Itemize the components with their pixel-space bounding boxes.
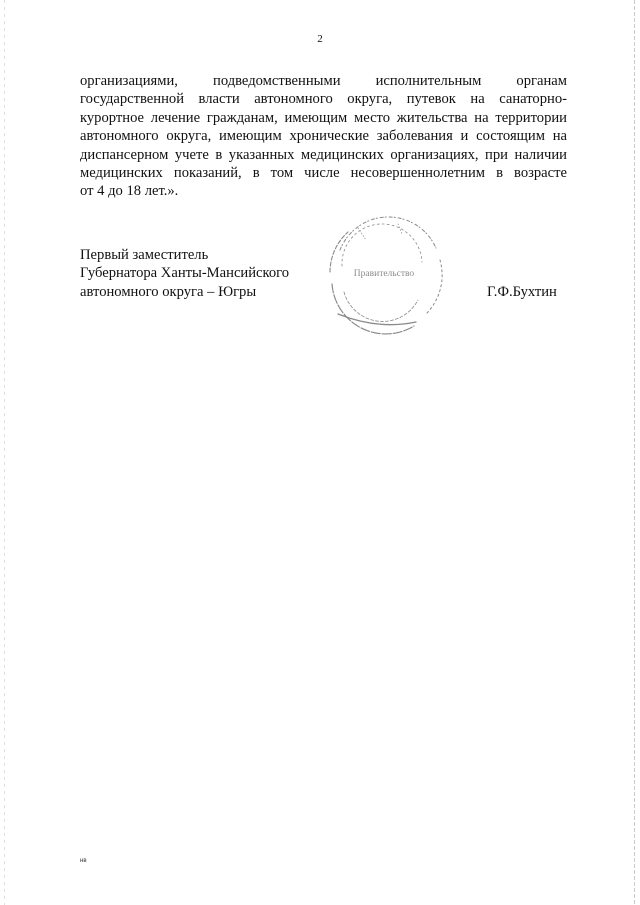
seal-inner-text: Правительство (353, 269, 415, 279)
body-line: диспансерном учете в указанных медицинских организациях, при наличии (80, 146, 567, 163)
official-seal (318, 210, 448, 336)
page-number: 2 (317, 33, 323, 45)
scan-edge-right (634, 0, 635, 905)
signer-position-line: автономного округа – Югры (80, 283, 257, 300)
body-line: организациями, подведомственными исполнительным органам (80, 73, 567, 89)
signer-position (80, 246, 289, 301)
body-line: автономного округа, имеющим хронические заболевания и состоящим на (80, 128, 567, 145)
body-paragraph (80, 72, 567, 201)
body-line: медицинских показаний, в том числе несовершеннолетним в возрасте (80, 165, 567, 182)
footer-initials: нв (80, 858, 87, 864)
body-line: от 4 до 18 лет.». (80, 183, 179, 200)
scan-edge-left (4, 0, 5, 905)
signer-name: Г.Ф.Бухтин (487, 284, 557, 300)
body-line: курортное лечение гражданам, имеющим место жительства на территории (80, 109, 567, 126)
body-line: государственной власти автономного округа, путевок на санаторно- (80, 91, 567, 108)
signer-position-line: Первый заместитель (80, 247, 209, 263)
signer-position-line: Губернатора Ханты-Мансийского (80, 265, 290, 282)
